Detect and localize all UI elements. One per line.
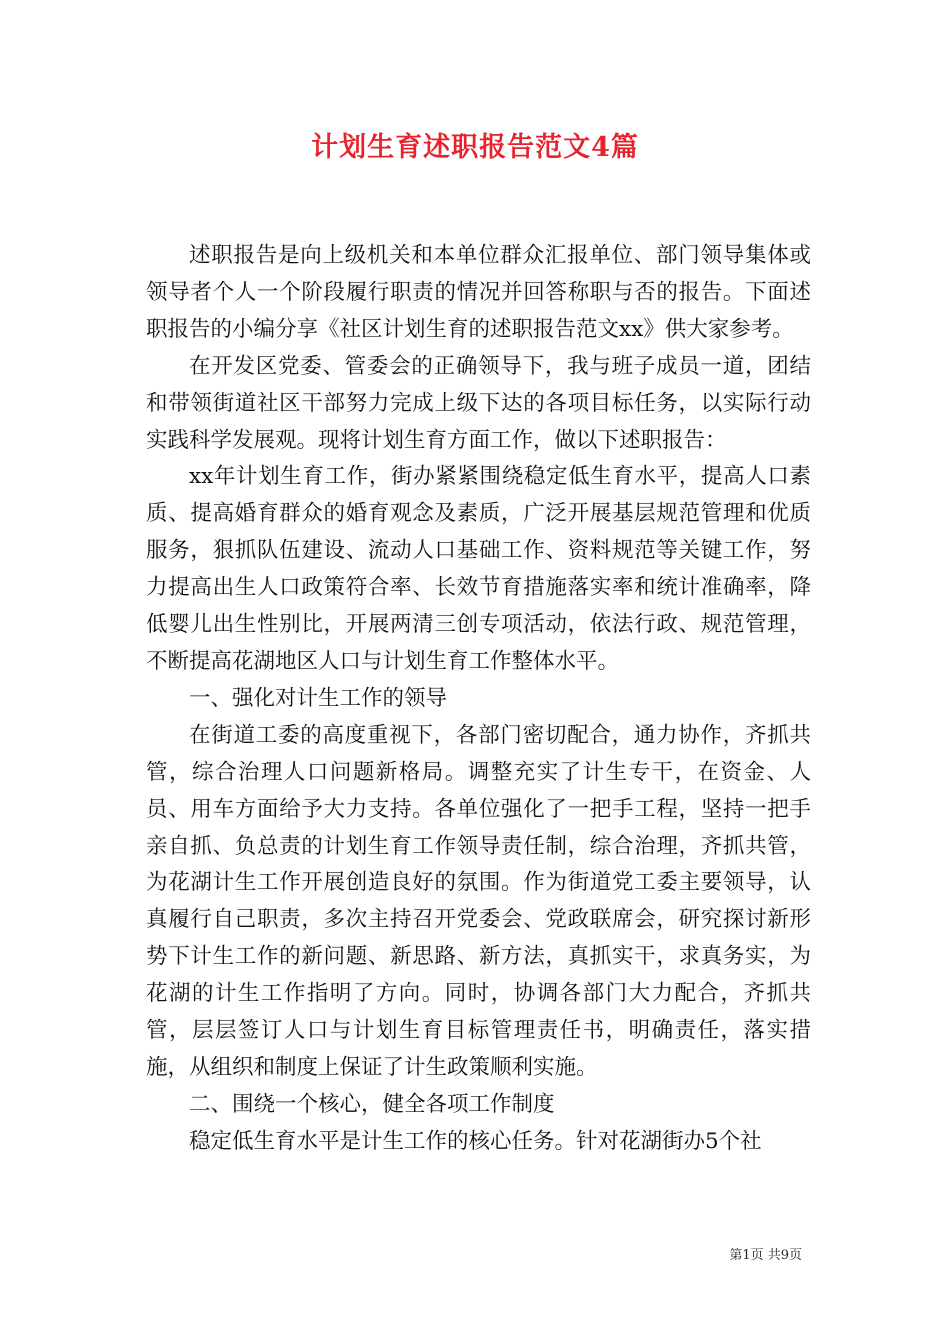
section-heading-1: 一、强化对计生工作的领导 — [189, 685, 448, 711]
paragraph-section-1: 在街道工委的高度重视下，各部门密切配合，通力协作，齐抓共管，综合治理人口问题新格局。调整充实了计生专干，在资金、人员、用车方面给予大力支持。各单位强化了一把手工程，坚持一把手亲自抓、负总责的计划生育工作领导责任制，综合治理，齐抓共管，为花湖计生工作开展创造良好的氛围。作为街道党工委主要领导，认真履行自己职责，多次主持召开党委会、党政联席会，研究探讨新形势下计生工作的新问题、新思路、新方法，真抓实干，求真务实，为花湖的计生工作指明了方向。同时，协调各部门大力配合，齐抓共管，层层签订人口与计划生育目标管理责任书，明确责任，落实措施，从组织和制度上保证了计生政策顺利实施。 — [146, 722, 811, 1080]
paragraph-section-2: 稳定低生育水平是计生工作的核心任务。针对花湖街办5个社 — [189, 1128, 762, 1154]
section-heading-2: 二、围绕一个核心，健全各项工作制度 — [189, 1091, 555, 1117]
document-body — [146, 238, 811, 1161]
page-number: 第1页 共9页 — [729, 1248, 802, 1263]
paragraph-intro: 述职报告是向上级机关和本单位群众汇报单位、部门领导集体或领导者个人一个阶段履行职责的情况并回答称职与否的报告。下面述职报告的小编分享《社区计划生育的述职报告范文xx》供大家参考。 — [146, 243, 811, 342]
document-title: 计划生育述职报告范文4篇 — [311, 132, 639, 163]
paragraph-overview: xx年计划生育工作，街办紧紧围绕稳定低生育水平，提高人口素质、提高婚育群众的婚育观念及素质，广泛开展基层规范管理和优质服务，狠抓队伍建设、流动人口基础工作、资料规范等关键工作，努力提高出生人口政策符合率、长效节育措施落实率和统计准确率，降低婴儿出生性别比，开展两清三创专项活动，依法行政、规范管理，不断提高花湖地区人口与计划生育工作整体水平。 — [146, 464, 811, 674]
paragraph-opening: 在开发区党委、管委会的正确领导下，我与班子成员一道，团结和带领街道社区干部努力完成上级下达的各项目标任务，以实际行动实践科学发展观。现将计划生育方面工作，做以下述职报告： — [146, 353, 811, 453]
